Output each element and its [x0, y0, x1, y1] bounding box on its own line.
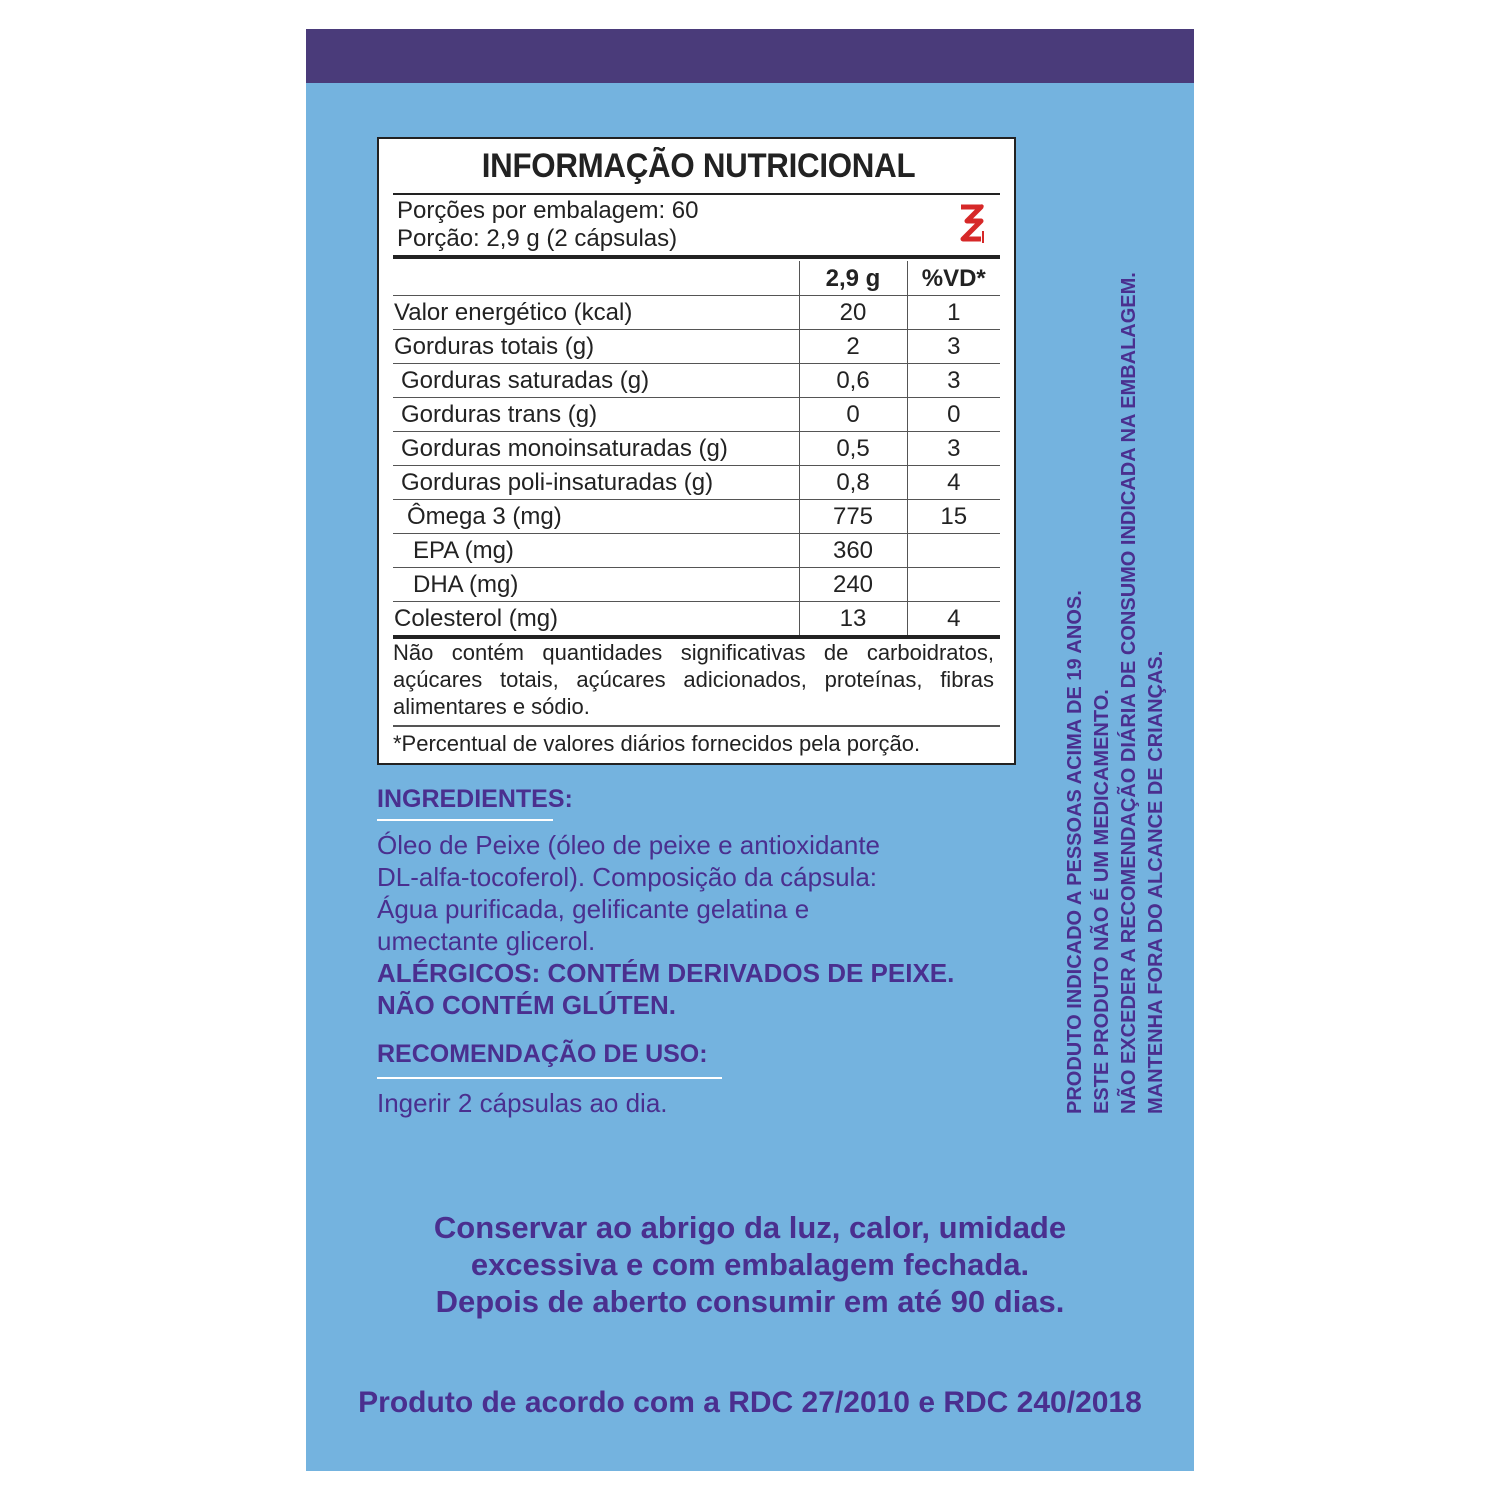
nutrient-label: Gorduras totais (g) [393, 330, 799, 364]
nutrition-table [393, 261, 1000, 635]
nutrient-amount: 13 [799, 602, 907, 636]
nutrition-facts-box [377, 137, 1016, 765]
header-amount: 2,9 g [799, 261, 907, 296]
nutrient-label: Colesterol (mg) [394, 605, 559, 632]
nutrient-dv: 3 [907, 432, 1000, 466]
nutrient-amount: 20 [799, 296, 907, 330]
nutrient-amount: 0 [799, 398, 907, 432]
table-header-row [393, 261, 1000, 296]
nutrient-label: Gorduras saturadas (g) [393, 364, 799, 398]
gluten-statement: NÃO CONTÉM GLÚTEN. [377, 990, 676, 1020]
ingredients-line: Óleo de Peixe (óleo de peixe e antioxidante [377, 830, 881, 860]
nutrient-dv: 15 [907, 500, 1000, 534]
usage-heading: RECOMENDAÇÃO DE USO: [377, 1040, 708, 1068]
storage-line: Conservar ao abrigo da luz, calor, umidade [433, 1210, 1067, 1245]
regulatory-compliance: Produto de acordo com a RDC 27/2010 e RDC 240/2018 [358, 1386, 1142, 1419]
nutrient-dv: 4 [907, 602, 1000, 636]
red-chinese-character-logo-icon [957, 201, 987, 245]
usage-underline [377, 1077, 722, 1079]
ingredients-underline [377, 819, 553, 821]
nutrient-dv: 3 [907, 364, 1000, 398]
nutrient-amount: 775 [799, 500, 907, 534]
nutrient-row [393, 602, 1000, 636]
serving-size: Porção: 2,9 g (2 cápsulas) [397, 225, 678, 252]
vertical-warnings [1062, 114, 1192, 1114]
top-color-band [306, 29, 1194, 83]
header-dv: %VD* [907, 261, 1000, 296]
nutrient-amount: 0,8 [799, 466, 907, 500]
ingredients-line: Água purificada, gelificante gelatina e [377, 894, 810, 924]
nutrient-dv: 4 [907, 466, 1000, 500]
label-panel [306, 29, 1194, 1471]
nutrition-title: INFORMAÇÃO NUTRICIONAL [481, 147, 916, 185]
nutrient-amount: 0,6 [799, 364, 907, 398]
warning-line: PRODUTO INDICADO A PESSOAS ACIMA DE 19 ANOS. [1064, 590, 1086, 1114]
nutrition-note: Não contém quantidades significativas de carboidratos, açúcares totais, açúcares adicionados, proteínas, fibras alimentares e sódio. [393, 640, 994, 719]
warning-line: ESTE PRODUTO NÃO É UM MEDICAMENTO. [1091, 689, 1113, 1114]
storage-line: Depois de aberto consumir em até 90 dias. [435, 1284, 1065, 1319]
nutrient-amount: 2 [799, 330, 907, 364]
nutrient-label: Valor energético (kcal) [393, 296, 799, 330]
nutrient-label: DHA (mg) [393, 568, 799, 602]
nutrient-row [393, 500, 1000, 534]
ingredients-heading: INGREDIENTES: [377, 785, 573, 813]
title-divider [393, 193, 1000, 195]
nutrient-dv [907, 534, 1000, 568]
footnote-divider [393, 725, 1000, 727]
nutrient-amount: 0,5 [799, 432, 907, 466]
usage-text: Ingerir 2 cápsulas ao dia. [377, 1088, 668, 1118]
nutrient-row [393, 398, 1000, 432]
nutrient-row [393, 330, 1000, 364]
allergens-warning: ALÉRGICOS: CONTÉM DERIVADOS DE PEIXE. [377, 958, 955, 988]
nutrient-dv: 0 [907, 398, 1000, 432]
nutrient-row [393, 534, 1000, 568]
nutrient-dv: 1 [907, 296, 1000, 330]
nutrient-dv: 3 [907, 330, 1000, 364]
nutrient-row [393, 466, 1000, 500]
servings-per-package: Porções por embalagem: 60 [397, 197, 699, 224]
header-label [393, 261, 799, 296]
nutrient-label: Ômega 3 (mg) [393, 500, 799, 534]
nutrient-label: Gorduras trans (g) [393, 398, 799, 432]
nutrient-label: Gorduras monoinsaturadas (g) [393, 432, 799, 466]
warning-line: NÃO EXCEDER A RECOMENDAÇÃO DIÁRIA DE CONSUMO INDICADA NA EMBALAGEM. [1118, 272, 1140, 1114]
nutrient-row [393, 296, 1000, 330]
nutrient-row [393, 364, 1000, 398]
warning-line: MANTENHA FORA DO ALCANCE DE CRIANÇAS. [1145, 650, 1167, 1114]
ingredients-line: DL-alfa-tocoferol). Composição da cápsula: [377, 862, 878, 892]
storage-line: excessiva e com embalagem fechada. [470, 1247, 1030, 1282]
nutrient-label: Gorduras poli-insaturadas (g) [393, 466, 799, 500]
nutrient-dv [907, 568, 1000, 602]
nutrient-row [393, 432, 1000, 466]
nutrient-amount: 240 [799, 568, 907, 602]
storage-instructions [306, 1209, 1194, 1320]
nutrient-label: EPA (mg) [393, 534, 799, 568]
nutrient-amount: 360 [799, 534, 907, 568]
ingredients-line: umectante glicerol. [377, 926, 596, 956]
nutrient-row [393, 568, 1000, 602]
thick-divider-top [393, 255, 1000, 259]
nutrition-footnote: *Percentual de valores diários fornecidos pela porção. [393, 731, 921, 756]
